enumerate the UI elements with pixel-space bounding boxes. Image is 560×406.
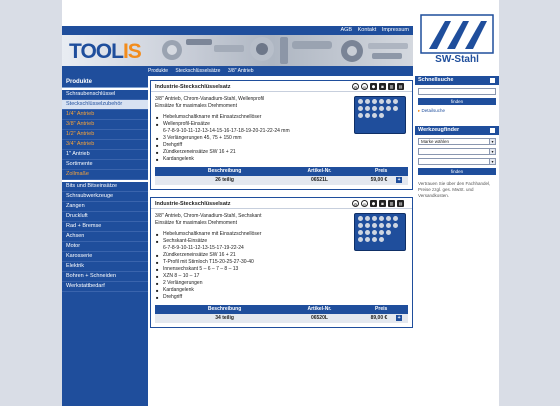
search-input[interactable] (418, 88, 496, 95)
product-icons (352, 200, 404, 207)
feature-item: ■ Drehgriff (163, 142, 408, 149)
price-table (155, 305, 408, 323)
feature-item: ■ T-Profil mit Stirnloch T15-20-25-27-30-40 (163, 259, 408, 266)
tools-banner-image (152, 35, 413, 66)
col-header: Beschreibung (155, 167, 294, 176)
price-table (155, 167, 408, 185)
product-description: 3/8" Antrieb, Chrom-Vanadium-Stahl, Sechskant (155, 213, 262, 219)
col-header: Preis (345, 167, 391, 176)
sidebar-item[interactable]: Druckluft (62, 212, 148, 222)
product-title: Industrie-Steckschlüsselsatz (155, 201, 231, 207)
socket-icon: ◙ (379, 83, 386, 90)
tool-icon: ⚙ (353, 85, 358, 90)
feature-item: ■ 3 Verlängerungen 45, 75 + 150 mm (163, 135, 408, 142)
product-header (151, 198, 412, 209)
ratchet-icon: ▥ (389, 84, 394, 89)
sidebar-list (62, 88, 148, 292)
table-row (155, 176, 408, 185)
brand-select[interactable] (418, 138, 496, 145)
feature-list (155, 231, 408, 301)
chevron-down-icon: ▾ (489, 149, 495, 154)
ratchet-icon: ▥ (389, 201, 394, 206)
product-body (151, 209, 412, 327)
search-title-text: Schnellsuche (418, 77, 454, 83)
cell-article: 06521L (294, 176, 345, 185)
product-header (151, 81, 412, 92)
sidebar-item[interactable]: 3/4" Antrieb (62, 140, 148, 150)
product-description: Einsätze für maximales Drehmoment (155, 220, 237, 226)
search-title (415, 76, 499, 85)
hexagon-icon: ⬢ (371, 201, 376, 206)
col-header: Artikel-Nr. (294, 167, 345, 176)
ring-icon: ◎ (362, 202, 367, 207)
feature-item: ■ Zündkerzeneinsätze SW 16 + 21 (163, 252, 408, 259)
feature-list (155, 114, 408, 163)
ring-icon: ◎ (362, 85, 367, 90)
nav-agb[interactable]: AGB (340, 27, 353, 33)
feature-item: ■ Drehgriff (163, 294, 408, 301)
feature-item (163, 121, 408, 135)
breadcrumb (62, 66, 413, 76)
chevron-down-icon: ▾ (489, 139, 495, 144)
sidebar-item[interactable]: 3/8" Antrieb (62, 120, 148, 130)
feature-item: ■ Zündkerzeneinsätze SW 16 + 21 (163, 149, 408, 156)
nav-kontakt[interactable]: Kontakt (357, 27, 377, 33)
top-bar (62, 26, 413, 35)
sidebar-item[interactable]: Achsen (62, 232, 148, 242)
cell-article: 06520L (294, 314, 345, 323)
sidebar-item[interactable]: Werkstattbedarf (62, 282, 148, 292)
feature-item (163, 238, 408, 252)
sidebar-item[interactable]: Karosserie (62, 252, 148, 262)
cert-icon: ▤ (398, 84, 403, 89)
feature-item: ■ Kardangelenk (163, 156, 408, 163)
tool-icon: ⚙ (353, 202, 358, 207)
product-card (150, 80, 413, 190)
right-column (415, 76, 499, 406)
feature-item: ■ Kardangelenk (163, 287, 408, 294)
sidebar-item[interactable]: 1" Antrieb (62, 150, 148, 160)
cell-price: 89,00 € (345, 314, 391, 323)
breadcrumb-item[interactable]: Steckschlüsselsätze (175, 68, 221, 74)
table-row (155, 314, 408, 323)
toolis-logo[interactable] (69, 40, 141, 64)
square-icon (490, 78, 495, 83)
sidebar-item[interactable]: Schraubenschlüssel (62, 88, 148, 100)
detail-search-link[interactable]: ▸ Detailsuche (418, 108, 496, 114)
sidebar-item[interactable]: Zangen (62, 202, 148, 212)
cert-icon: ▤ (398, 201, 403, 206)
sidebar-item[interactable]: Motor (62, 242, 148, 252)
feature-sub: 6-7-8-9-10-11-12-13-15-17-19-22-24 (163, 245, 244, 251)
sidebar-item[interactable]: Bits und Bitseinsätze (62, 180, 148, 192)
socket-icon: ◙ (379, 200, 386, 207)
sidebar-item[interactable]: Bohren + Schneiden (62, 272, 148, 282)
feature-item: ■ 2 Verlängerungen (163, 280, 408, 287)
sidebar-title: Produkte (62, 76, 148, 88)
sidebar-item[interactable]: Elektrik (62, 262, 148, 272)
hexagon-icon: ⬢ (371, 84, 376, 89)
info-note: Vertrauen Sie über den Fachhandel, Preise zzgl. ges. MwSt. und Versandkosten. (418, 181, 491, 198)
sidebar-item[interactable]: Steckschlüsselzubehör (62, 100, 148, 110)
add-to-cart-button[interactable]: + (397, 315, 401, 321)
sidebar-item[interactable]: Schraubwerkzeuge (62, 192, 148, 202)
cell-description: 26 teilig (155, 176, 294, 185)
chevron-down-icon: ▾ (489, 159, 495, 164)
logo-text-b: IS (122, 40, 141, 63)
feature-text: Wellenprofil-Einsätze (163, 121, 210, 127)
col-header: Preis (345, 305, 391, 314)
feature-item: ■ Innensechskant 5 – 6 – 7 – 8 – 13 (163, 266, 408, 273)
sidebar-item[interactable]: Rad + Bremse (62, 222, 148, 232)
product-description: Einsätze für maximales Drehmoment (155, 103, 237, 109)
finder-button[interactable]: finden (418, 168, 496, 175)
logo-text-a: TOOL (69, 40, 123, 63)
feature-item: ■ Hebelumschaltknarre mit Einsatzschnellöser (163, 231, 408, 238)
breadcrumb-item[interactable]: Produkte (148, 68, 169, 74)
product-card (150, 197, 413, 328)
feature-text: Sechskant-Einsätze (163, 238, 208, 244)
search-button[interactable]: finden (418, 98, 496, 105)
sidebar-item[interactable]: 1/4" Antrieb (62, 110, 148, 120)
add-to-cart-button[interactable]: + (397, 177, 401, 183)
col-header: Beschreibung (155, 305, 294, 314)
sidebar-item[interactable]: Sortimente (62, 160, 148, 170)
top-nav (336, 27, 409, 33)
product-description: 3/8" Antrieb, Chrom-Vanadium-Stahl, Wellenprofil (155, 96, 265, 102)
main-content (150, 80, 413, 333)
col-header: Artikel-Nr. (294, 305, 345, 314)
header-banner (62, 35, 413, 66)
sw-stahl-brand: SW-Stahl (435, 54, 479, 65)
finder-title (415, 126, 499, 135)
type-select[interactable] (418, 158, 496, 165)
feature-item: ■ XZN 8 – 10 – 17 (163, 273, 408, 280)
product-body (151, 92, 412, 189)
model-select[interactable] (418, 148, 496, 155)
nav-impressum[interactable]: Impressum (381, 27, 409, 33)
product-icons (352, 83, 404, 90)
feature-sub: 6-7-8-9-10-11-12-13-14-15-16-17-18-19-20-21-22-24 mm (163, 128, 290, 134)
product-title: Industrie-Steckschlüsselsatz (155, 84, 231, 90)
brand-select-value: Marke wählen (421, 139, 450, 144)
cell-price: 59,00 € (345, 176, 391, 185)
sidebar-item[interactable]: Zollmaße (62, 170, 148, 180)
sidebar-item[interactable]: 1/2" Antrieb (62, 130, 148, 140)
finder-title-text: Werkzeugfinder (418, 127, 460, 133)
sidebar (62, 76, 148, 406)
cell-description: 34 teilig (155, 314, 294, 323)
feature-item: ■ Hebelumschaltknarre mit Einsatzschnellöser (163, 114, 408, 121)
page (62, 0, 499, 406)
breadcrumb-item[interactable]: 3/8" Antrieb (227, 68, 254, 74)
square-icon (490, 128, 495, 133)
